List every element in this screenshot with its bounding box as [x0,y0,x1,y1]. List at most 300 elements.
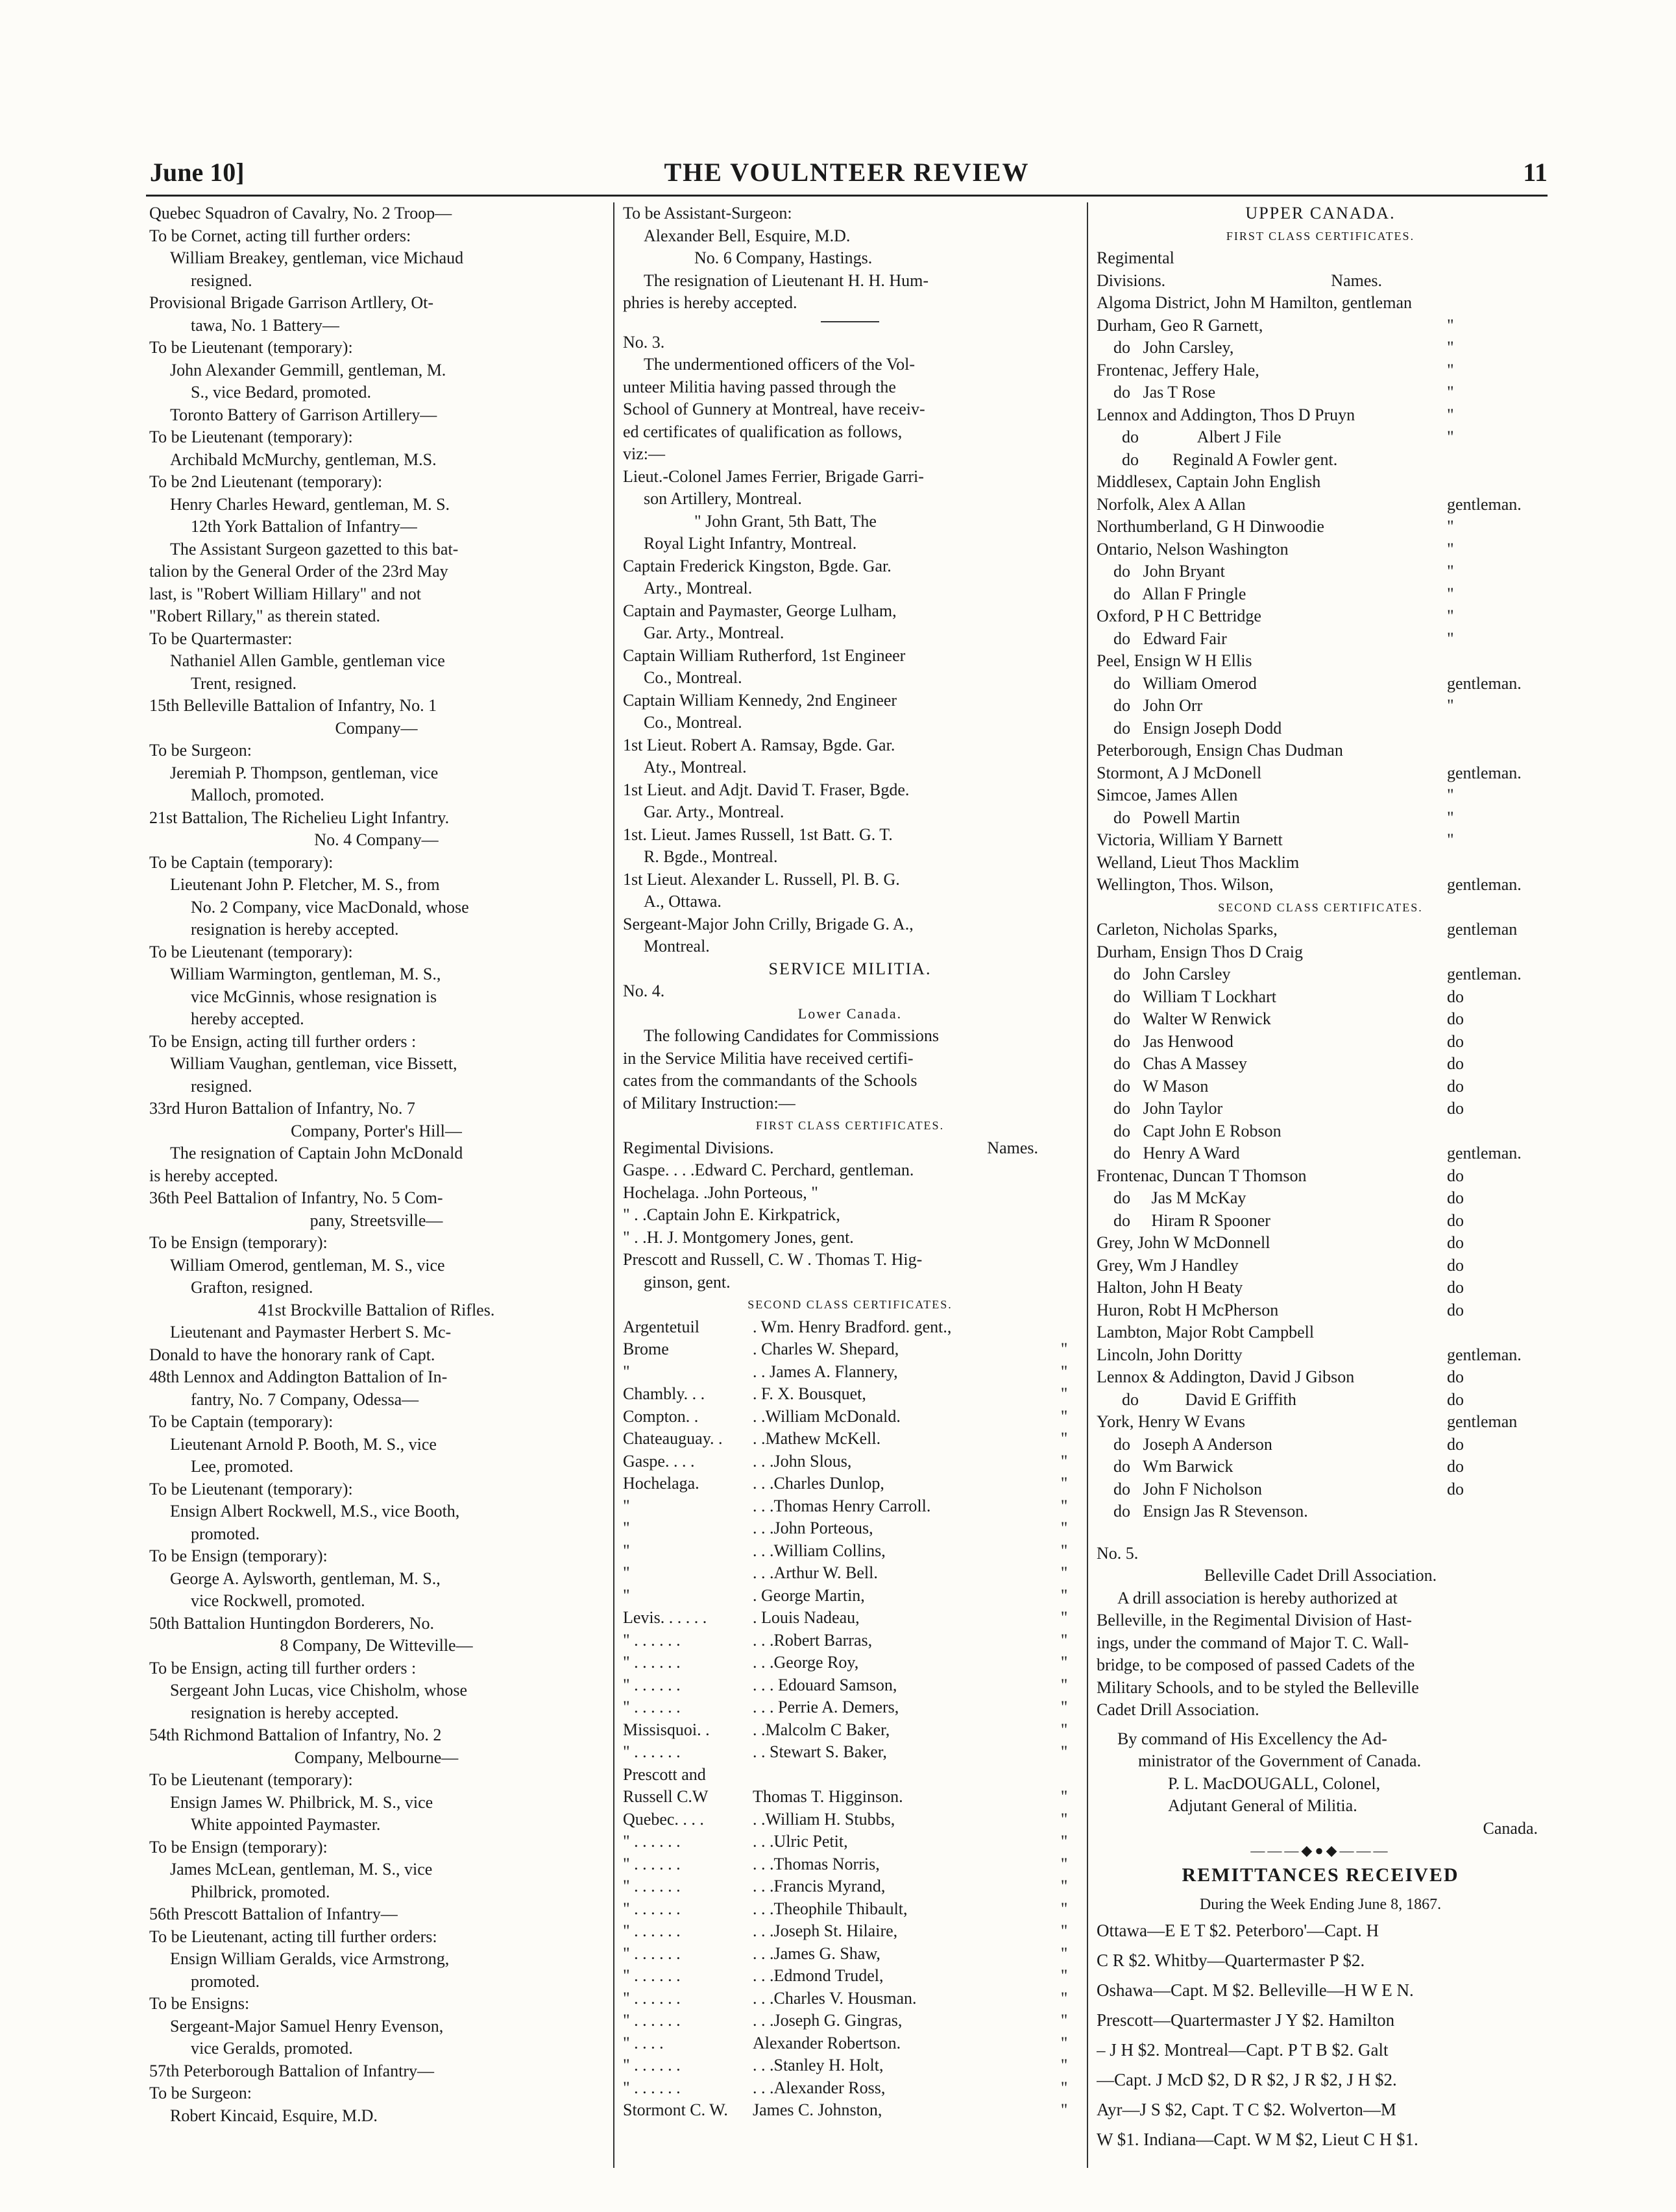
certificate-status: do [1447,1166,1464,1185]
certificate-row [1097,1187,1544,1210]
text-line: Jeremiah P. Thompson, gentleman, vice [170,763,439,782]
candidate-row [623,2077,1077,2100]
upper-col-header-1: Regimental [1097,248,1174,267]
certificate-status: gentleman. [1447,494,1522,514]
certificate-name: York, Henry W Evans [1097,1412,1245,1431]
text-line: promoted. [191,1971,260,1991]
division-cell: " . . . . . . [623,1988,681,2008]
text-line: resignation is hereby accepted. [191,1703,399,1722]
remittance-line: C R $2. Whitby—Quartermaster P $2. [1097,1951,1365,1970]
name-cell: . . .Arthur W. Bell. [753,1563,878,1582]
text-line: No. 2 Company, vice MacDonald, whose [191,897,469,917]
certificate-status [1447,941,1544,964]
ditto-cell: " [1060,1943,1068,1963]
division-cell: " [623,1519,630,1537]
division-cell: " [623,1563,630,1582]
division-cell: " [623,1496,630,1515]
page-number: 11 [1523,158,1548,187]
text-line: Philbrick, promoted. [191,1882,330,1901]
remittances-subheading: During the Week Ending June 8, 1867. [1199,1895,1442,1913]
candidate-row [623,1965,1077,1988]
certificate-row [1097,762,1544,785]
officer-entry: Sergeant-Major John Crilly, Brigade G. A., [623,914,914,933]
certificate-row [1097,717,1544,740]
text-line: Company, Melbourne— [294,1748,459,1767]
remittance-line: W $1. Indiana—Capt. W M $2, Lieut C H $1. [1097,2130,1418,2149]
name-cell: . . .Alexander Ross, [753,2078,886,2097]
text-line: Trent, resigned. [191,673,297,693]
division-cell: " . . . . . . [623,1966,681,1985]
certificate-name: do Reginald A Fowler gent. [1097,450,1338,469]
certificate-name: do Allan F Pringle [1097,584,1246,603]
text-line: viz:— [623,444,665,463]
text-line: promoted. [191,1524,260,1543]
certificate-status: " [1447,383,1454,402]
text-line: 54th Richmond Battalion of Infantry, No. 2 [149,1725,442,1744]
certificate-row [1097,426,1544,449]
ornament-divider: ———◆●◆——— [1250,1842,1391,1858]
certificate-status: do [1447,1255,1464,1275]
certificate-row [1097,1255,1544,1277]
text-line: No. 4 Company— [314,830,439,849]
certificate-row [1097,583,1544,606]
candidate-row [623,1988,1077,2010]
text-line: 33rd Huron Battalion of Infantry, No. 7 [149,1099,415,1118]
certificate-name: Peel, Ensign W H Ellis [1097,651,1252,670]
text-line: resigned. [191,270,252,290]
ditto-cell: " [1060,1608,1068,1627]
certificate-row [1097,874,1544,896]
second-class-label: SECOND CLASS CERTIFICATES. [747,1298,953,1311]
text-line: Sergeant-Major Samuel Henry Evenson, [170,2016,444,2036]
text-line: George A. Aylsworth, gentleman, M. S., [170,1569,441,1588]
officer-entry: Co., Montreal. [644,668,742,687]
signature-name: P. L. MacDOUGALL, Colonel, [1168,1773,1381,1793]
publication-title: THE VOULNTEER REVIEW [664,158,1030,187]
text-line: Lieutenant Arnold P. Booth, M. S., vice [170,1434,437,1454]
name-cell: . . .Charles Dunlop, [753,1474,884,1493]
ditto-cell: " [1060,2078,1068,2097]
text-line: 48th Lennox and Addington Battalion of In- [149,1367,448,1386]
certificate-name: do John Carsley, [1097,338,1234,357]
name-cell: . George Martin, [753,1585,865,1605]
division-cell: Brome [623,1340,669,1358]
text-line: 8 Company, De Witteville— [280,1636,473,1655]
division-cell: " . . . . . . [623,1943,681,1963]
certificate-name: Northumberland, G H Dinwoodie [1097,517,1324,536]
ditto-cell: " [1060,1585,1068,1605]
ditto-cell: " [1060,1787,1068,1806]
ditto-cell: " [1060,1877,1068,1895]
certificate-row [1097,449,1544,472]
text-line: Provisional Brigade Garrison Artllery, Ot- [149,293,434,312]
certificate-status: " [1447,607,1454,625]
cadet-association-notice [1097,1587,1544,1722]
text-line: talion by the General Order of the 23rd May [149,562,448,581]
remittance-line: —Capt. J McD $2, D R $2, J R $2, J H $2. [1097,2070,1397,2089]
ditto-cell: " [1060,2033,1068,2052]
name-cell: . . .Thomas Henry Carroll. [753,1496,931,1515]
certificate-name: do Hiram R Spooner [1097,1210,1270,1230]
candidate-row [623,1696,1077,1719]
text-line: To be Ensign (temporary): [149,1837,328,1857]
issue-date: June 10] [150,158,245,187]
certificate-status: " [1447,696,1454,715]
officer-entry: Lieut.-Colonel James Ferrier, Brigade Garri- [623,466,924,486]
certificate-row [1097,1142,1544,1165]
candidate-row [623,1450,1077,1473]
ditto-cell: " [1060,1541,1068,1560]
certificate-row [1097,829,1544,852]
certificate-row [1097,359,1544,382]
certificate-status: do [1447,987,1464,1006]
certificate-row [1097,673,1544,695]
text-line: ed certificates of qualification as follows, [623,422,903,441]
division-cell: " . . . . [623,2033,664,2052]
division-cell: " . . . . . . [623,1742,681,1761]
certificate-name: do William T Lockhart [1097,987,1276,1006]
text-line: To be Lieutenant (temporary): [149,1770,353,1789]
candidate-row [623,1943,1077,1966]
division-cell: " [623,1362,630,1381]
text-line: The resignation of Lieutenant H. H. Hum- [644,270,929,290]
certificate-row [1097,560,1544,583]
certificate-name: Lennox & Addington, David J Gibson [1097,1367,1355,1386]
text-line: Gaspe. . . .Edward C. Perchard, gentleman. [623,1160,914,1179]
certificate-status: gentleman [1447,1412,1518,1431]
certificate-status: " [1447,584,1454,603]
text-line: To be Ensign, acting till further orders : [149,1031,417,1051]
text-line: " . .H. J. Montgomery Jones, gent. [623,1227,854,1247]
regimental-divisions-header: Regimental Divisions. [623,1138,774,1157]
remittances-list [1097,1916,1544,2154]
certificate-name: Lambton, Major Robt Campbell [1097,1323,1315,1341]
division-cell: " . . . . . . [623,1653,681,1672]
officer-entry: 1st Lieut. and Adjt. David T. Fraser, Bgde. [623,780,910,799]
name-cell: . .Mathew McKell. [753,1429,881,1448]
first-class-label: FIRST CLASS CERTIFICATES. [755,1119,945,1132]
certificate-row [1097,1366,1544,1389]
certificate-status: " [1447,562,1454,581]
division-cell: Hochelaga. [623,1474,699,1493]
candidate-row [623,1406,1077,1428]
text-line: Malloch, promoted. [191,786,324,804]
certificate-name: do Henry A Ward [1097,1144,1240,1162]
certificate-row [1097,1031,1544,1053]
certificate-status [1447,739,1544,762]
name-cell: . . .Thomas Norris, [753,1854,880,1873]
certificate-name: Frontenac, Duncan T Thomson [1097,1166,1307,1185]
certificate-name: Frontenac, Jeffery Hale, [1097,360,1259,379]
candidate-row [623,1585,1077,1607]
certificate-status: gentleman [1447,920,1518,939]
candidate-row [623,1338,1077,1361]
officer-entry: 1st Lieut. Alexander L. Russell, Pl. B. G. [623,869,900,889]
certificate-status [1447,449,1544,472]
text-line: To be Ensign, acting till further orders : [149,1658,417,1677]
officer-entry: A., Ottawa. [644,892,722,911]
candidate-row [623,1562,1077,1585]
division-cell: " . . . . . . [623,1630,681,1650]
text-line: resigned. [191,1076,252,1096]
text-line: Donald to have the honorary rank of Capt. [149,1345,435,1364]
officer-entry: Captain Frederick Kingston, Bgde. Gar. [623,556,892,575]
page-header [146,154,1548,197]
text-line: To be Cornet, acting till further orders: [149,226,411,245]
certificate-status: do [1447,1367,1464,1386]
text-line: tawa, No. 1 Battery— [191,315,339,335]
candidate-row [623,1920,1077,1943]
name-cell: . . . Edouard Samson, [753,1675,897,1694]
certificate-name: Halton, John H Beaty [1097,1278,1243,1297]
text-line: To be Surgeon: [149,741,252,760]
ditto-cell: " [1060,1742,1068,1761]
remittance-line: Oshawa—Capt. M $2. Belleville—H W E N. [1097,1980,1414,2000]
officer-entry: Montreal. [644,937,710,956]
division-cell: " . . . . . . [623,2056,681,2074]
candidate-row [623,1674,1077,1697]
certificate-row [1097,538,1544,561]
candidate-row [623,1428,1077,1450]
certificate-row [1097,1344,1544,1367]
candidate-row [623,2010,1077,2032]
certificate-name: do John Carsley [1097,965,1231,983]
certificate-name: do Ensign Jas R Stevenson. [1097,1502,1308,1521]
ditto-cell: " [1060,1966,1068,1985]
text-line: To be Lieutenant (temporary): [149,1479,353,1498]
division-cell: Missisquoi. . [623,1720,710,1739]
certificate-name: Ontario, Nelson Washington [1097,539,1289,559]
division-cell: " . . . . . . [623,1675,681,1694]
certificate-status: do [1447,1457,1464,1476]
officer-entry: Arty., Montreal. [644,579,753,597]
certificate-name: Middlesex, Captain John English [1097,472,1321,491]
certificate-status: " [1447,539,1454,559]
column-one [149,202,603,2168]
text-line: William Warmington, gentleman, M. S., [170,965,441,983]
name-cell: . Louis Nadeau, [753,1608,860,1627]
certificate-status: " [1447,629,1454,648]
text-line: School of Gunnery at Montreal, have receiv- [623,400,925,418]
certificate-status [1447,1120,1544,1143]
name-cell: . . .William Collins, [753,1541,886,1560]
certificate-name: do Jas Henwood [1097,1031,1233,1051]
text-line: To be Assistant-Surgeon: [623,204,792,222]
certificate-name: do Jas T Rose [1097,383,1216,402]
lower-canada-heading: Lower Canada. [797,1005,903,1022]
certificate-name: Oxford, P H C Bettridge [1097,607,1261,625]
candidate-row [623,1495,1077,1518]
text-line: To be Lieutenant, acting till further orders: [149,1927,437,1946]
certificate-row [1097,1321,1544,1344]
text-line: Nathaniel Allen Gamble, gentleman vice [170,651,445,670]
text-line: unteer Militia having passed through the [623,377,896,396]
name-cell: . .Malcolm C Baker, [753,1720,890,1739]
text-line: No. 6 Company, Hastings. [694,248,873,267]
certificate-name: do Albert J File [1097,427,1281,446]
certificate-status [1447,1500,1544,1523]
candidate-row [623,1786,1077,1809]
certificate-name: Carleton, Nicholas Sparks, [1097,920,1278,939]
candidates-notice [623,1025,1077,1114]
certificate-status: do [1447,1210,1464,1230]
division-cell: Prescott and [623,1764,706,1784]
certificate-name: Victoria, William Y Barnett [1097,830,1283,849]
candidate-row [623,2099,1077,2122]
candidate-row [623,1517,1077,1540]
certificate-status: do [1447,1076,1464,1096]
text-line: ings, under the command of Major T. C. Wall- [1097,1633,1409,1652]
name-cell: . . Stewart S. Baker, [753,1742,887,1761]
name-cell [753,1764,1051,1786]
ditto-cell: " [1060,1406,1068,1426]
candidate-row [623,1316,1077,1339]
certificate-status: do [1447,1031,1464,1051]
candidate-row [623,1875,1077,1898]
division-cell: " . . . . . . [623,1921,681,1940]
text-line: 41st Brockville Battalion of Rifles. [258,1300,495,1319]
text-line: Prescott and Russell, C. W . Thomas T. Hig- [623,1250,923,1269]
certificate-status: do [1447,1434,1464,1454]
division-cell: Argentetuil [623,1317,699,1336]
gunnery-officer-list [623,466,1077,958]
ditto-cell [1051,1316,1077,1339]
officer-entry: Captain and Paymaster, George Lulham, [623,601,897,620]
division-cell: " . . . . . . [623,1832,681,1851]
certificate-status: gentleman. [1447,673,1522,693]
text-line: By command of His Excellency the Ad- [1117,1729,1387,1748]
certificate-row [1097,628,1544,651]
certificate-row [1097,1434,1544,1456]
ditto-cell: " [1060,1832,1068,1851]
certificate-status: " [1447,830,1454,849]
certificate-status: do [1447,1054,1464,1073]
certificate-name: do Ensign Joseph Dodd [1097,718,1282,738]
certificate-status [1447,292,1544,315]
division-cell: " . . . . . . [623,2011,681,2030]
candidate-row [623,1719,1077,1742]
text-line: To be Lieutenant (temporary): [149,427,353,446]
certificate-name: do John F Nicholson [1097,1479,1262,1498]
text-line: resignation is hereby accepted. [191,920,399,939]
ditto-cell: " [1060,1519,1068,1537]
candidate-row [623,1741,1077,1764]
text-line: 57th Peterborough Battalion of Infantry— [149,2061,435,2080]
text-line: fantry, No. 7 Company, Odessa— [191,1389,419,1409]
name-cell: . . . Perrie A. Demers, [753,1698,899,1716]
text-line: To be Captain (temporary): [149,1412,334,1431]
certificate-row [1097,963,1544,986]
certificate-row [1097,315,1544,337]
text-line: cates from the commandants of the Schools [623,1071,917,1090]
certificate-name: do Walter W Renwick [1097,1009,1271,1028]
certificate-status: gentleman. [1447,763,1522,782]
service-militia-title: SERVICE MILITIA. [768,959,932,978]
column-three [1097,202,1544,2168]
certificate-name: Grey, John W McDonnell [1097,1233,1270,1252]
certificate-row [1097,1098,1544,1120]
division-cell: " [623,1541,630,1560]
certificate-name: Algoma District, John M Hamilton, gentleman [1097,293,1412,312]
certificate-status: gentleman. [1447,965,1522,983]
signature-country: Canada. [1483,1818,1538,1838]
ditto-cell: " [1060,1429,1068,1448]
text-line: last, is "Robert William Hillary" and not [149,584,422,603]
certificate-row [1097,695,1544,717]
certificate-name: Wellington, Thos. Wilson, [1097,875,1274,894]
text-line: William Vaughan, gentleman, vice Bissett, [170,1054,457,1073]
name-cell: . . .John Porteous, [753,1519,873,1537]
division-cell: Chambly. . . [623,1384,705,1403]
name-cell: . . .Joseph St. Hilaire, [753,1921,898,1940]
certificate-name: do John Orr [1097,696,1203,715]
certificate-status: " [1447,808,1454,827]
text-line: William Omerod, gentleman, M. S., vice [170,1255,445,1275]
text-line: Lee, promoted. [191,1457,294,1476]
text-line: bridge, to be composed of passed Cadets of the [1097,1655,1415,1674]
text-line: To be Lieutenant (temporary): [149,338,353,357]
remittances-heading: REMITTANCES RECEIVED [1182,1864,1459,1886]
text-line: Military Schools, and to be styled the Belleville [1097,1677,1419,1697]
section-divider [821,321,879,322]
text-line: vice Geralds, promoted. [191,2039,353,2058]
certificate-name: Durham, Ensign Thos D Craig [1097,942,1303,961]
certificate-status: do [1447,1188,1464,1207]
upper-first-class-list [1097,292,1544,896]
text-line: The following Candidates for Commissions [644,1026,939,1045]
certificate-name: Lennox and Addington, Thos D Pruyn [1097,405,1355,424]
officer-entry: Gar. Arty., Montreal. [644,623,784,642]
section-heading-no3: No. 3. [623,332,665,352]
ditto-cell [1051,1764,1077,1786]
text-line: The undermentioned officers of the Vol- [644,355,916,374]
officer-entry: Aty., Montreal. [644,758,747,776]
certificate-status [1447,650,1544,673]
name-cell: Alexander Robertson. [753,2033,901,2052]
certificate-row [1097,404,1544,427]
text-line: To be Lieutenant (temporary): [149,942,353,961]
text-line: Quebec Squadron of Cavalry, No. 2 Troop— [149,204,452,222]
command-notice [1097,1728,1544,1773]
name-cell: . . .Francis Myrand, [753,1877,886,1895]
certificate-row [1097,1411,1544,1434]
text-line: John Alexander Gemmill, gentleman, M. [170,360,446,379]
certificate-status: " [1447,338,1454,357]
text-line: The resignation of Captain John McDonald [170,1144,463,1162]
ditto-cell: " [1060,1653,1068,1672]
candidate-row [623,2054,1077,2077]
name-cell: . . .John Slous, [753,1451,852,1471]
certificate-status: do [1447,1479,1464,1498]
certificate-status [1447,717,1544,740]
certificate-status: " [1447,427,1454,446]
ditto-cell: " [1060,2100,1068,2119]
ditto-cell: " [1060,1362,1068,1381]
certificate-row [1097,1299,1544,1322]
candidate-row [623,2032,1077,2055]
text-line: Toronto Battery of Garrison Artillery— [170,405,437,424]
text-line: is hereby accepted. [149,1166,278,1185]
certificate-name: do Wm Barwick [1097,1457,1233,1476]
text-line: Archibald McMurchy, gentleman, M.S. [170,450,437,469]
text-line: Robert Kincaid, Esquire, M.D. [170,2106,378,2125]
certificate-name: Stormont, A J McDonell [1097,763,1262,782]
certificate-row [1097,1053,1544,1076]
ditto-cell: " [1060,1809,1068,1829]
certificate-name: Welland, Lieut Thos Macklim [1097,852,1300,872]
ditto-cell: " [1060,1384,1068,1403]
text-line: hereby accepted. [191,1009,304,1028]
